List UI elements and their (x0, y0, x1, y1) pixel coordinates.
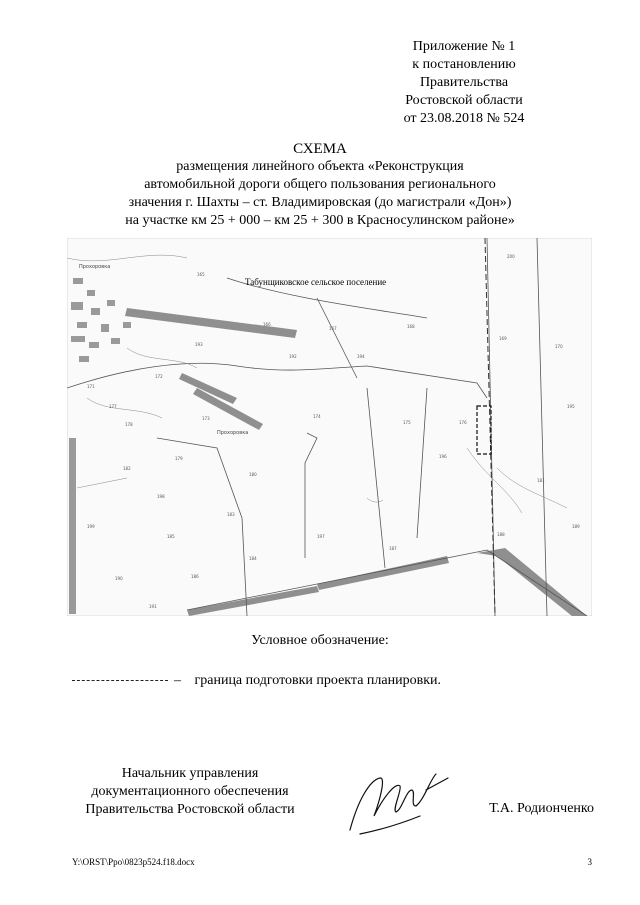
parcel-number: 180 (249, 472, 257, 477)
parcel-number: 193 (195, 342, 203, 347)
title-heading: СХЕМА (293, 141, 347, 157)
parcel-number: 194 (357, 354, 365, 359)
place-label: Прохоровка (79, 264, 111, 270)
parcel-number: 177 (109, 404, 117, 409)
parcel-number: 173 (202, 416, 210, 421)
map-drawing (67, 238, 592, 616)
parcel-number: 188 (497, 532, 505, 537)
parcel-number: 178 (125, 422, 133, 427)
parcel-number: 169 (499, 336, 507, 341)
legend-row (72, 673, 441, 693)
appendix-line: Приложение № 1 (412, 39, 516, 54)
parcel-number: 192 (289, 354, 297, 359)
parcel-number: 170 (555, 344, 563, 349)
signature-title-line: Начальник управления (121, 766, 259, 781)
parcel-number: 168 (407, 324, 415, 329)
appendix-line: к постановлению (412, 57, 516, 72)
parcel-number: 186 (191, 574, 199, 579)
parcel-number: 167 (329, 326, 337, 331)
file-path: Y:\ORST\Ppo\0823p524.f18.docx (72, 857, 195, 867)
parcel-number: 171 (87, 384, 95, 389)
title-line: автомобильной дороги общего пользования регионального (144, 177, 496, 192)
parcel-number: 189 (572, 524, 580, 529)
parcel-number: 181 (537, 478, 545, 483)
title-line: значения г. Шахты – ст. Владимировская (до магистрали «Дон») (128, 195, 512, 210)
appendix-header (364, 38, 564, 128)
parcel-number: 179 (175, 456, 183, 461)
cadastral-map (67, 238, 592, 616)
settlement-label: Табунщиковское сельское поселение (245, 277, 387, 287)
signature-title-line: документационного обеспечения (91, 784, 289, 799)
parcel-number: 191 (149, 604, 157, 609)
page-number: 3 (587, 857, 592, 867)
parcel-number: 166 (263, 322, 271, 327)
parcel-number: 165 (197, 272, 205, 277)
signature-title-block (60, 765, 320, 819)
parcel-number: 182 (123, 466, 131, 471)
parcel-number: 199 (87, 524, 95, 529)
parcel-number: 196 (439, 454, 447, 459)
signature-title-line: Правительства Ростовской области (85, 802, 295, 817)
parcel-number: 198 (157, 494, 165, 499)
dashed-boundary-symbol (72, 680, 168, 681)
parcel-number: 197 (317, 534, 325, 539)
place-label: Прохоровка (217, 430, 249, 436)
legend-dash: – (174, 673, 181, 688)
parcel-number: 185 (167, 534, 175, 539)
parcel-number: 187 (389, 546, 397, 551)
parcel-number: 200 (507, 254, 515, 259)
parcel-number: 176 (459, 420, 467, 425)
parcel-number: 195 (567, 404, 575, 409)
appendix-line: от 23.08.2018 № 524 (403, 111, 525, 126)
parcel-number: 190 (115, 576, 123, 581)
title-line: на участке км 25 + 000 – км 25 + 300 в Красносулинском районе» (125, 213, 515, 228)
legend-title: Условное обозначение: (251, 633, 389, 648)
signer-name: Т.А. Родионченко (489, 801, 594, 816)
appendix-line: Правительства (419, 75, 509, 90)
parcel-number: 183 (227, 512, 235, 517)
document-title (60, 140, 580, 230)
legend-description: граница подготовки проекта планировки. (194, 673, 441, 688)
parcel-number: 184 (249, 556, 257, 561)
parcel-number: 172 (155, 374, 163, 379)
parcel-number: 175 (403, 420, 411, 425)
parcel-number: 174 (313, 414, 321, 419)
handwritten-signature (340, 760, 450, 840)
appendix-line: Ростовской области (405, 93, 523, 108)
title-line: размещения линейного объекта «Реконструкция (176, 159, 464, 174)
